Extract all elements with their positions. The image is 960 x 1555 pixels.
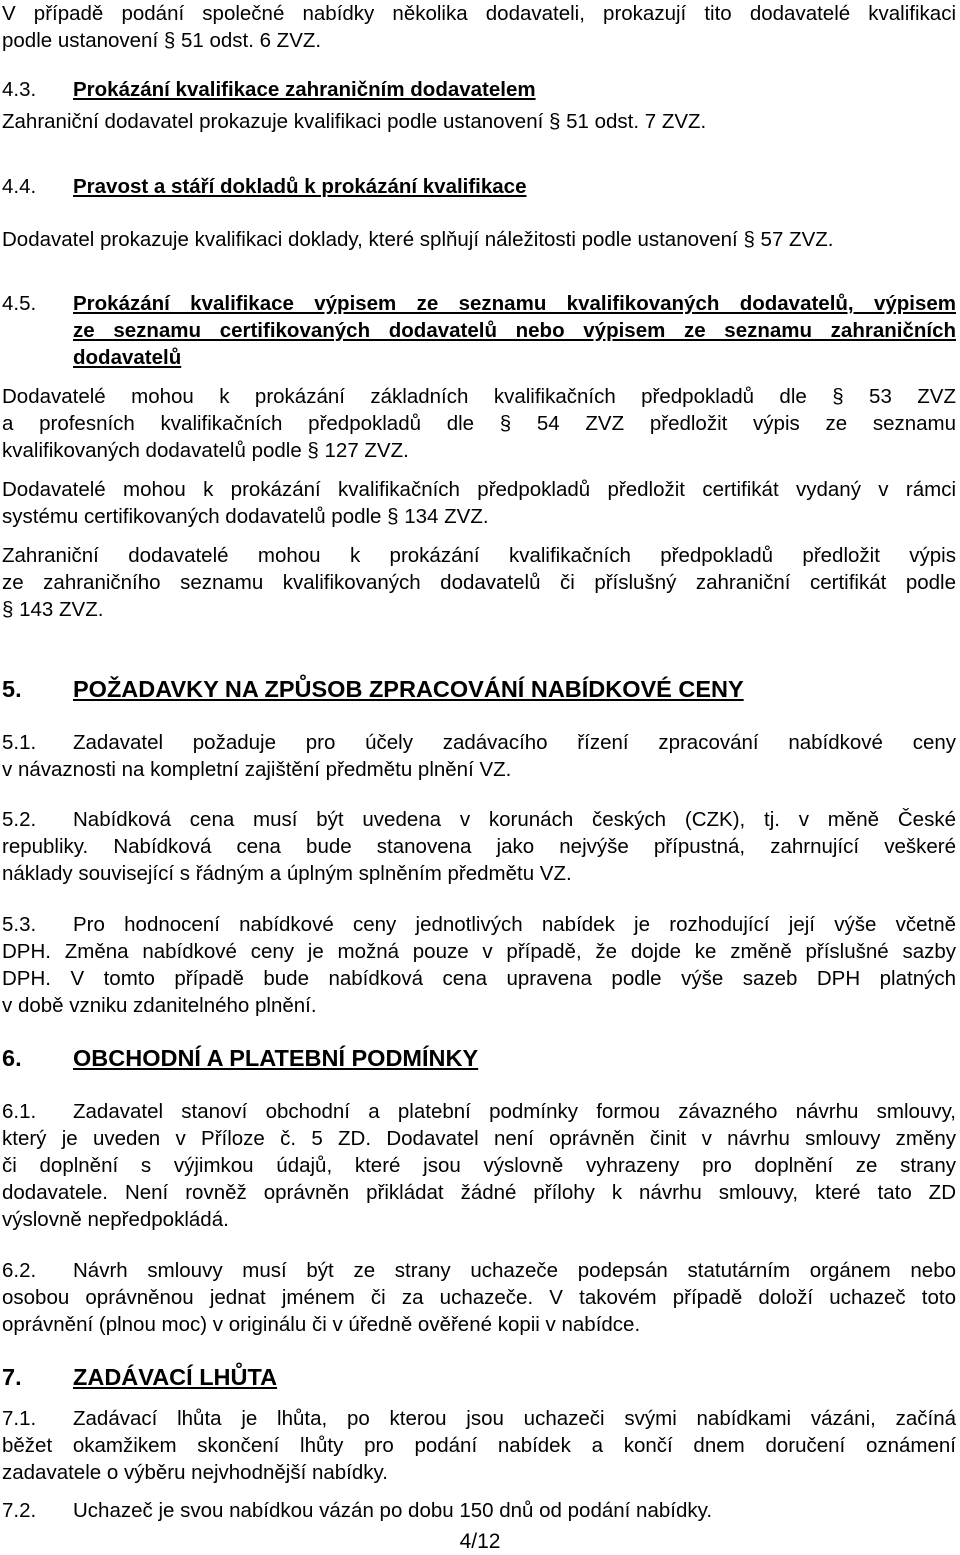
- section-6-1-line-3: či doplnění s výjimkou údajů, které jsou výslovně vyhrazeny pro doplnění ze strany: [2, 1154, 956, 1177]
- section-5-3-line-1: [2, 911, 956, 938]
- section-title: OBCHODNÍ A PLATEBNÍ PODMÍNKY: [73, 1045, 479, 1071]
- section-5-3-line-2: DPH. Změna nabídkové ceny je možná pouze v případě, že dojde ke změně příslušné sazby: [2, 940, 956, 963]
- paragraph-number: 7.2.: [2, 1499, 37, 1522]
- section-4-5-p1-line-2: a profesních kvalifikačních předpokladů dle § 54 ZVZ předložit výpis ze seznamu: [2, 412, 956, 435]
- section-4-5-p3-line-2: ze zahraničního seznamu kvalifikovaných dodavatelů či příslušný zahraniční certifikát podle: [2, 571, 956, 594]
- section-6-2-line-2: osobou oprávněnou jednat jménem či za uchazeče. V takovém případě doloží uchazeč toto: [2, 1286, 956, 1309]
- section-5-3-line-4: v době vzniku zdanitelného plnění.: [2, 994, 317, 1017]
- section-number: 4.4.: [2, 175, 37, 198]
- section-title: Pravost a stáří dokladů k prokázání kvalifikace: [73, 175, 527, 198]
- section-4-5-p2-line-2: systému certifikovaných dodavatelů podle § 134 ZVZ.: [2, 505, 489, 528]
- paragraph-number: 5.2.: [2, 808, 37, 831]
- intro-line-1: V případě podání společné nabídky několika dodavateli, prokazují tito dodavatelé kvalifikaci: [2, 2, 956, 25]
- section-6-2-line-1: [2, 1257, 956, 1284]
- section-number: 4.5.: [2, 292, 37, 315]
- paragraph-number: 6.1.: [2, 1100, 37, 1123]
- section-4-3-heading: [2, 76, 956, 103]
- section-number: 7.: [2, 1364, 22, 1390]
- section-title: Prokázání kvalifikace zahraničním dodavatelem: [73, 78, 536, 101]
- section-4-4-heading: [2, 173, 956, 200]
- section-5-1-line-1: [2, 729, 956, 756]
- section-title: POŽADAVKY NA ZPŮSOB ZPRACOVÁNÍ NABÍDKOVÉ CENY: [73, 676, 744, 702]
- paragraph-text: Zadavatel požaduje pro účely zadávacího řízení zpracování nabídkové ceny: [73, 731, 956, 754]
- section-5-2-line-1: [2, 806, 956, 833]
- section-5-2-line-3: náklady související s řádným a úplným splněním předmětu VZ.: [2, 862, 572, 885]
- paragraph-number: 5.1.: [2, 731, 37, 754]
- paragraph-number: 5.3.: [2, 913, 37, 936]
- section-4-5-p1-line-1: Dodavatelé mohou k prokázání základních kvalifikačních předpokladů dle § 53 ZVZ: [2, 385, 956, 408]
- section-4-5-title-line-1: Prokázání kvalifikace výpisem ze seznamu kvalifikovaných dodavatelů, výpisem: [73, 292, 956, 315]
- section-6-2-line-3: oprávnění (plnou moc) v originálu či v úředně ověřené kopii v nabídce.: [2, 1313, 641, 1336]
- section-5-heading: [2, 674, 956, 704]
- paragraph-text: Nabídková cena musí být uvedena v korunách českých (CZK), tj. v měně České: [73, 808, 956, 831]
- section-7-1-line-2: běžet okamžikem skončení lhůty pro podání nabídek a končí dnem doručení oznámení: [2, 1434, 956, 1457]
- section-6-1-line-5: výslovně nepředpokládá.: [2, 1208, 229, 1231]
- section-7-1-line-3: zadavatele o výběru nejvhodnější nabídky.: [2, 1461, 388, 1484]
- paragraph-text: Zadávací lhůta je lhůta, po kterou jsou uchazeči svými nabídkami vázáni, začíná: [73, 1407, 956, 1430]
- section-4-5-p3-line-3: § 143 ZVZ.: [2, 598, 104, 621]
- section-4-5-p1-line-3: kvalifikovaných dodavatelů podle § 127 ZVZ.: [2, 439, 409, 462]
- section-number: 6.: [2, 1045, 22, 1071]
- section-6-1-line-2: který je uveden v Příloze č. 5 ZD. Dodavatel není oprávněn činit v návrhu smlouvy změny: [2, 1127, 956, 1150]
- intro-line-2: podle ustanovení § 51 odst. 6 ZVZ.: [2, 29, 322, 52]
- section-6-1-line-4: dodavatele. Není rovněž oprávněn přikládat žádné přílohy k návrhu smlouvy, které tato ZD: [2, 1181, 956, 1204]
- paragraph-text: Pro hodnocení nabídkové ceny jednotlivých nabídek je rozhodující její výše včetně: [73, 913, 956, 936]
- section-4-3-text: Zahraniční dodavatel prokazuje kvalifikaci podle ustanovení § 51 odst. 7 ZVZ.: [2, 110, 707, 133]
- section-number: 5.: [2, 676, 22, 702]
- section-7-1-line-1: [2, 1405, 956, 1432]
- section-6-heading: [2, 1043, 956, 1073]
- section-7-heading: [2, 1362, 956, 1392]
- paragraph-number: 6.2.: [2, 1259, 37, 1282]
- section-4-5-p2-line-1: Dodavatelé mohou k prokázání kvalifikačních předpokladů předložit certifikát vydaný v rámci: [2, 478, 956, 501]
- paragraph-text: Návrh smlouvy musí být ze strany uchazeče podepsán statutárním orgánem nebo: [73, 1259, 956, 1282]
- section-4-5-title-line-3: dodavatelů: [73, 346, 182, 369]
- section-7-2-line-1: [2, 1497, 956, 1524]
- section-4-5-p3-line-1: Zahraniční dodavatelé mohou k prokázání kvalifikačních předpokladů předložit výpis: [2, 544, 956, 567]
- section-6-1-line-1: [2, 1098, 956, 1125]
- section-4-5-title-line-2: ze seznamu certifikovaných dodavatelů nebo výpisem ze seznamu zahraničních: [73, 319, 956, 342]
- section-4-4-text: Dodavatel prokazuje kvalifikaci doklady, které splňují náležitosti podle ustanovení § 57 ZVZ.: [2, 228, 834, 251]
- section-5-1-line-2: v návaznosti na kompletní zajištění předmětu plnění VZ.: [2, 758, 512, 781]
- section-title: ZADÁVACÍ LHŮTA: [73, 1364, 278, 1390]
- paragraph-text: Uchazeč je svou nabídkou vázán po dobu 150 dnů od podání nabídky.: [73, 1499, 713, 1522]
- section-5-3-line-3: DPH. V tomto případě bude nabídková cena upravena podle výše sazeb DPH platných: [2, 967, 956, 990]
- paragraph-number: 7.1.: [2, 1407, 37, 1430]
- section-5-2-line-2: republiky. Nabídková cena bude stanovena jako nejvýše přípustná, zahrnující veškeré: [2, 835, 956, 858]
- page-number: 4/12: [459, 1530, 501, 1553]
- section-number: 4.3.: [2, 78, 37, 101]
- paragraph-text: Zadavatel stanoví obchodní a platební podmínky formou závazného návrhu smlouvy,: [73, 1100, 956, 1123]
